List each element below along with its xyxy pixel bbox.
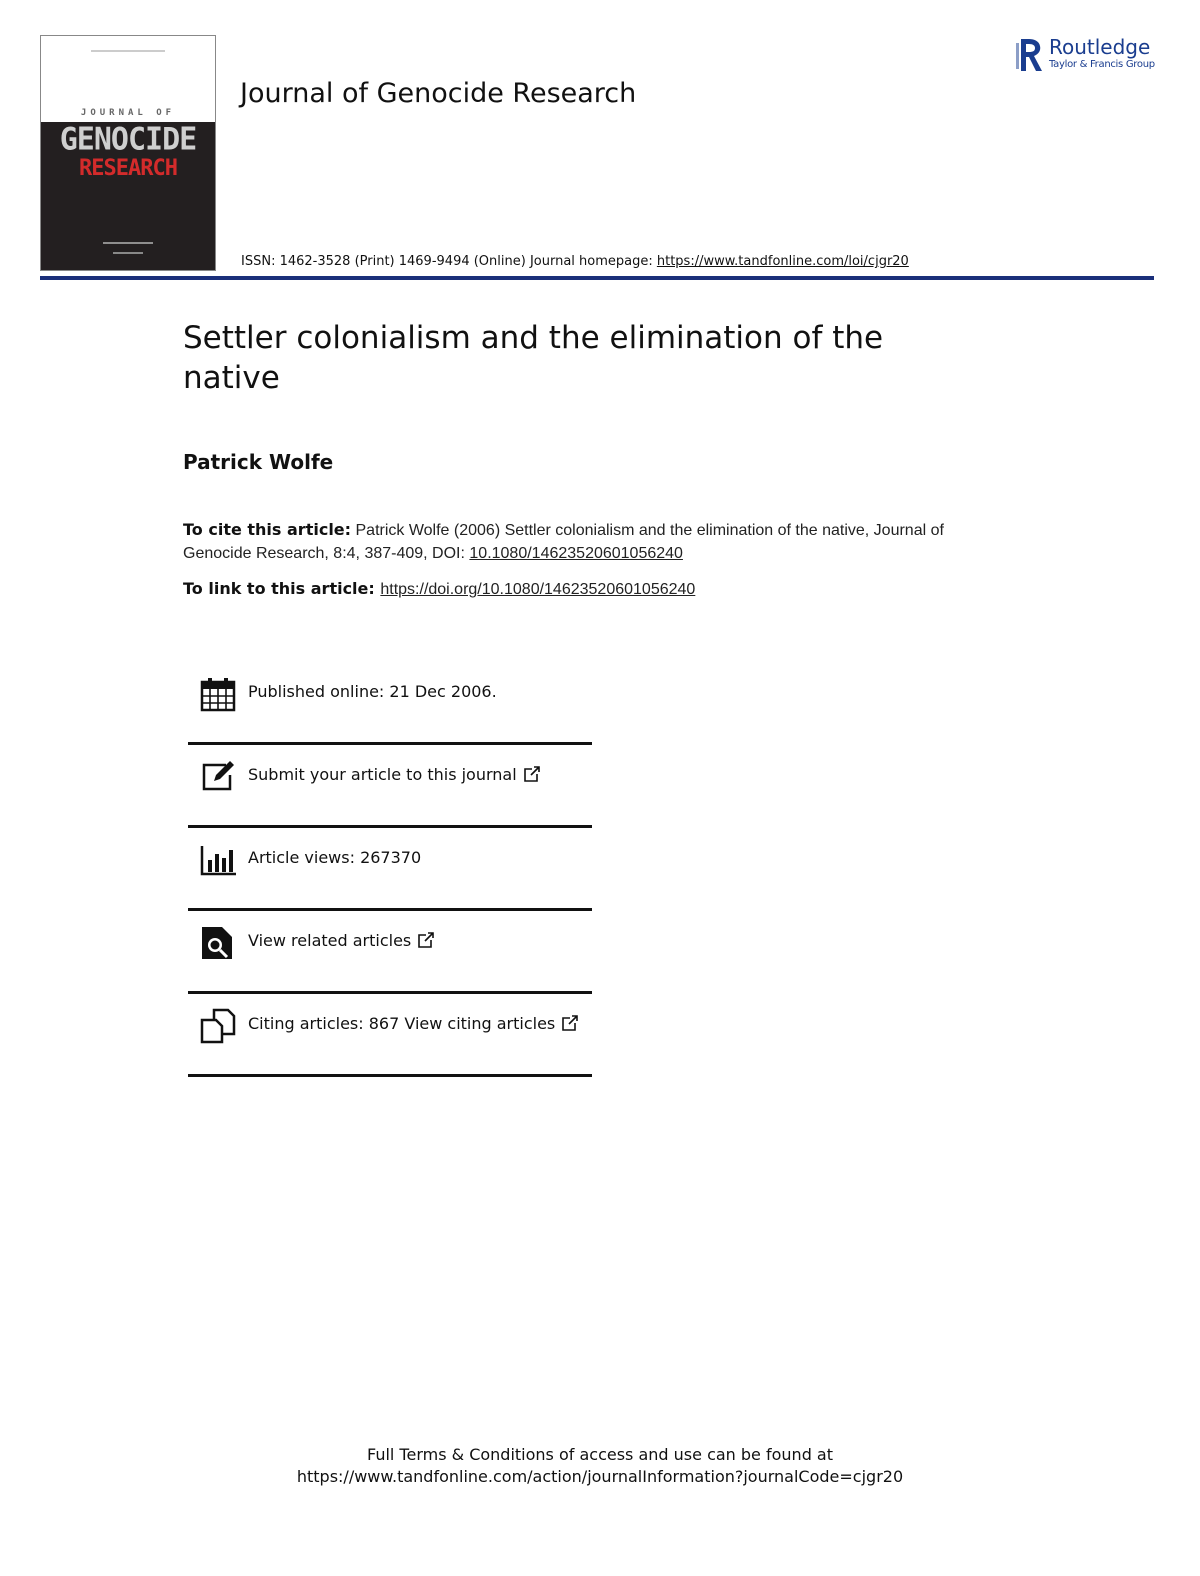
publisher-name: Routledge <box>1049 35 1151 59</box>
doi-link[interactable]: 10.1080/14623520601056240 <box>469 545 683 562</box>
citing-articles-link[interactable] <box>248 1014 579 1033</box>
published-date: Published online: 21 Dec 2006. <box>248 682 497 701</box>
citation-label: To cite this article: <box>183 520 352 539</box>
journal-homepage-link[interactable]: https://www.tandfonline.com/loi/cjgr20 <box>656 254 909 269</box>
publisher-tagline: Taylor & Francis Group <box>1049 59 1155 70</box>
published-row <box>188 662 592 745</box>
bar-chart-icon <box>200 842 236 878</box>
citing-row[interactable] <box>188 994 592 1077</box>
article-views: Article views: 267370 <box>248 848 422 867</box>
cover-text-research: RESEARCH <box>79 156 177 181</box>
search-document-icon <box>200 925 236 961</box>
citation-block <box>183 518 1003 565</box>
routledge-logo <box>1015 35 1160 75</box>
article-author: Patrick Wolfe <box>183 450 334 474</box>
link-label: To link to this article: <box>183 579 381 598</box>
calendar-icon <box>200 676 236 712</box>
terms-text: Full Terms & Conditions of access and use can be found at <box>366 1445 834 1464</box>
article-info-panel <box>188 662 592 1077</box>
view-related-articles-link[interactable] <box>248 931 435 950</box>
terms-footer <box>0 1444 1200 1488</box>
submit-row[interactable] <box>188 745 592 828</box>
submit-article-label: Submit your article to this journal <box>248 765 517 784</box>
journal-title: Journal of Genocide Research <box>240 78 637 109</box>
cover-publisher-line <box>113 252 143 254</box>
routledge-r-icon <box>1015 35 1045 75</box>
article-doi-url-link[interactable]: https://doi.org/10.1080/14623520601056240 <box>380 581 696 598</box>
submit-article-link[interactable] <box>248 765 541 784</box>
cover-text-journal: JOURNAL OF <box>80 108 176 118</box>
related-row[interactable] <box>188 911 592 994</box>
article-title: Settler colonialism and the elimination of the native <box>183 320 884 396</box>
article-link-row <box>183 579 695 599</box>
citing-articles-label: Citing articles: 867 View citing articles <box>248 1014 556 1033</box>
external-link-icon <box>417 932 435 948</box>
issn-text: ISSN: 1462-3528 (Print) 1469-9494 (Online) Journal homepage: <box>241 254 657 269</box>
related-articles-label: View related articles <box>248 931 412 950</box>
external-link-icon <box>523 766 541 782</box>
external-link-icon <box>561 1015 579 1031</box>
terms-url[interactable]: https://www.tandfonline.com/action/journalInformation?journalCode=cjgr20 <box>296 1467 904 1486</box>
citation-text: Patrick Wolfe (2006) Settler colonialism and the elimination of the native, Journal of Genocide Research, 8:4, 387-409, DOI: <box>183 522 944 562</box>
views-row <box>188 828 592 911</box>
header-divider <box>40 276 1154 280</box>
journal-cover-image <box>40 35 216 271</box>
edit-icon <box>200 759 236 795</box>
cover-text-genocide: GENOCIDE <box>59 121 197 158</box>
issn-line <box>241 254 909 269</box>
copy-documents-icon <box>200 1008 236 1044</box>
